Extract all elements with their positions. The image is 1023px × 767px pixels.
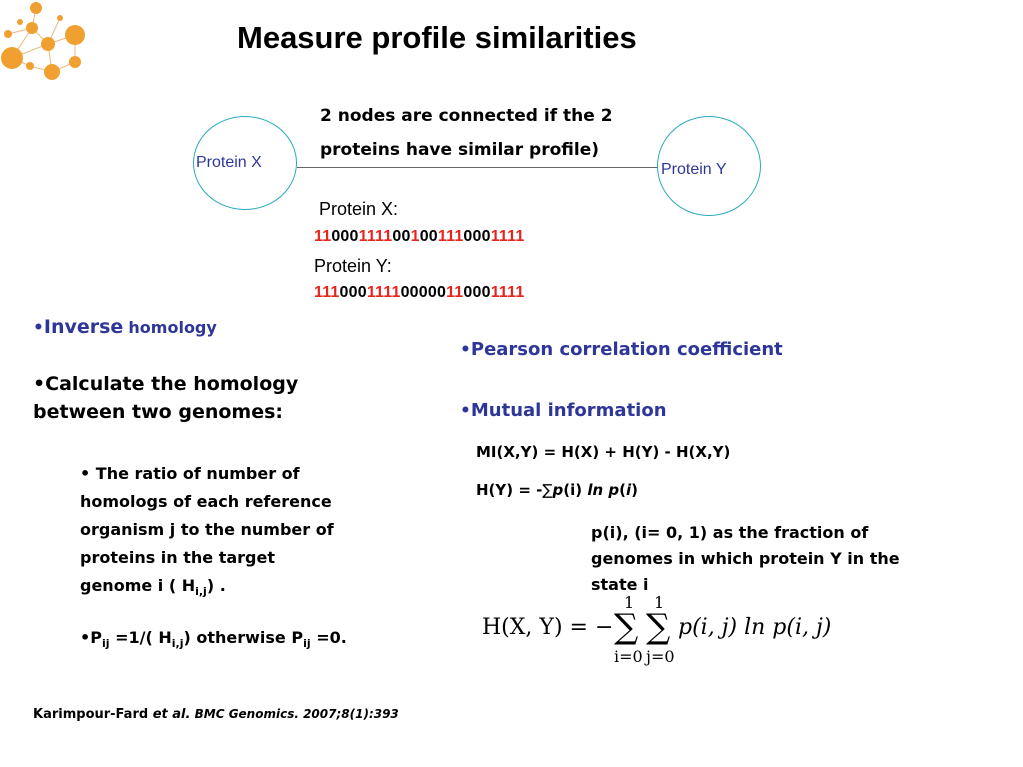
sum1-top: 1: [624, 593, 635, 612]
seq-y-segment: 1111: [366, 284, 401, 301]
seq-x-segment: 000: [463, 228, 491, 245]
ratio-line-2: homologs of each reference: [80, 492, 332, 511]
sum2-top: 1: [654, 593, 665, 612]
calc-line-1: Calculate the homology: [45, 373, 299, 395]
seq-y-segment: 000: [463, 284, 491, 301]
protein-x-profile: [314, 228, 524, 246]
calc-line-2: between two genomes:: [33, 401, 283, 423]
bullet-pearson: •Pearson correlation coefficient: [460, 339, 783, 360]
sub-bullet-pij: $•P_{ij} =1/$( $H_{i,j}$) otherwise $P_{ij} =0$.: [80, 628, 347, 651]
edge-note-line-2: proteins have similar profile): [320, 140, 600, 160]
reference-citation: Karimpour-Fard et al. BMC Genomics. 2007;8(1):393: [33, 707, 399, 722]
seq-x-segment: 000: [331, 228, 359, 245]
seq-x-segment: 1: [410, 228, 420, 245]
protein-y-profile: [314, 284, 524, 302]
network-logo-icon: [0, 0, 100, 90]
ratio-line-5: genome i ( $H_{i,j}$) .: [80, 576, 226, 599]
ratio-line-4: proteins in the target: [80, 548, 275, 567]
protein-x-profile-label: Protein X:: [319, 199, 399, 219]
sum1-bottom: i=0: [614, 647, 643, 666]
seq-x-segment: 1111: [358, 228, 393, 245]
seq-y-segment: 111: [314, 284, 340, 301]
edge-note-line-1: 2 nodes are connected if the 2: [320, 106, 613, 126]
seq-y-segment: 1111: [490, 284, 525, 301]
bullet-mutual-information: •Mutual information: [460, 400, 667, 421]
seq-y-segment: 000: [339, 284, 367, 301]
edge-note: [320, 99, 613, 167]
mi-formula: MI(X,Y) = H(X) + H(Y) - H(X,Y): [476, 443, 731, 461]
bullet-inverse-homology: •Inverse homology: [33, 316, 217, 338]
connection-edge: [297, 167, 659, 168]
inverse-text: Inverse: [43, 316, 124, 338]
seq-x-segment: 00: [419, 228, 438, 245]
slide-title: Measure profile similarities: [237, 20, 637, 55]
seq-y-segment: 00000: [400, 284, 447, 301]
sum1-symbol: ∑: [614, 607, 639, 647]
sum2-symbol: ∑: [646, 607, 671, 647]
seq-x-segment: 11: [314, 228, 332, 245]
seq-x-segment: 00: [392, 228, 411, 245]
homology-text: homology: [128, 318, 217, 337]
bullet-calculate-homology: •Calculate the homology between two genomes:: [33, 370, 298, 426]
entropy-formula: H(Y) = -∑p(i) ln p(i): [476, 481, 639, 499]
joint-entropy-equation: [482, 593, 862, 669]
sum2-bottom: j=0: [646, 647, 675, 666]
seq-x-segment: 1111: [490, 228, 525, 245]
ratio-line-1: The ratio of number of: [95, 464, 300, 483]
equation-body: p(i, j) ln p(i, j): [678, 615, 832, 640]
probability-definition: p(i), (i= 0, 1) as the fraction of genomes in which protein Y in the state i: [591, 523, 900, 594]
protein-y-label: Protein Y: [661, 161, 727, 178]
sub-bullet-ratio: • The ratio of number of homologs of each reference organism j to the number of proteins in the target genome i ( $H_{i,j}$) .: [80, 460, 334, 606]
seq-x-segment: 111: [437, 228, 464, 245]
equation-lhs: H(X, Y) = −: [482, 615, 614, 640]
protein-x-label: Protein X: [196, 154, 262, 171]
seq-y-segment: 11: [446, 284, 464, 301]
protein-y-profile-label: Protein Y:: [314, 256, 392, 276]
ratio-line-3: organism j to the number of: [80, 520, 334, 539]
